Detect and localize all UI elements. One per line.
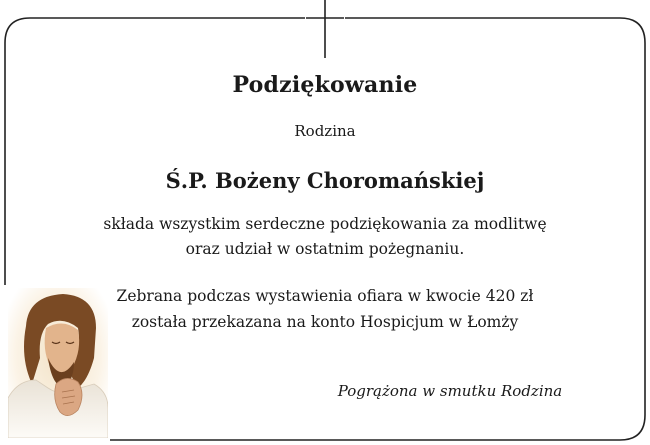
- signature: Pogrążona w smutku Rodzina: [337, 382, 563, 400]
- deceased-name: Ś.P. Bożeny Choromańskiej: [165, 168, 485, 193]
- thanks-line-2: oraz udział w ostatnim pożegnaniu.: [185, 240, 465, 258]
- family-label: Rodzina: [294, 122, 356, 140]
- donation-line-2: została przekazana na konto Hospicjum w Łomży: [131, 313, 519, 331]
- thanks-line-1: składa wszystkim serdeczne podziękowania za modlitwę: [103, 215, 547, 233]
- cross-icon: [306, 0, 344, 58]
- praying-figure-image: [8, 288, 108, 438]
- donation-line-1: Zebrana podczas wystawienia ofiara w kwocie 420 zł: [116, 287, 534, 305]
- page-title: Podziękowanie: [232, 72, 418, 98]
